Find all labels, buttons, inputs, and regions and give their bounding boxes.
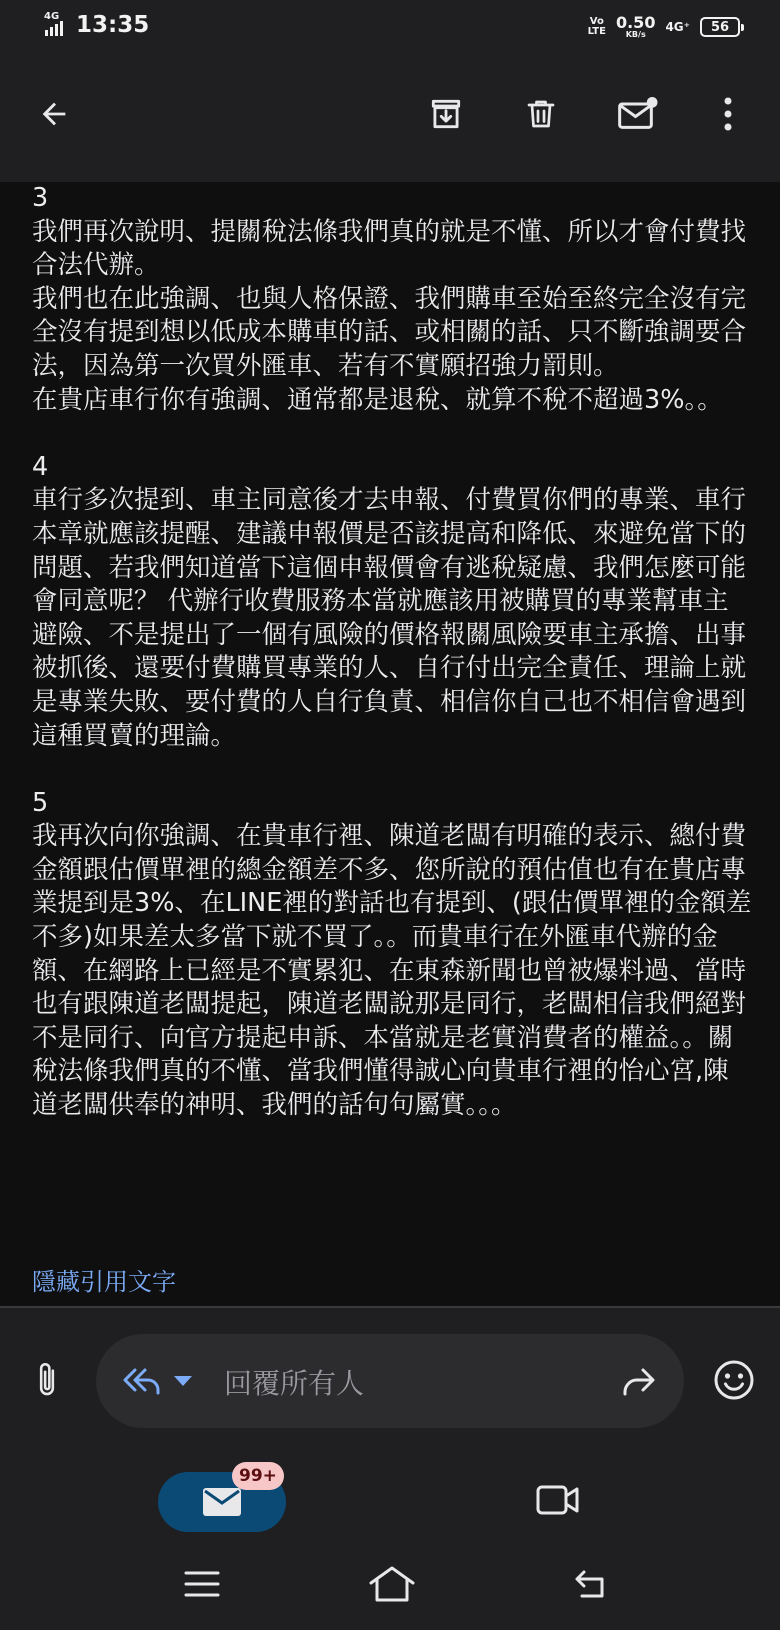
- archive-button[interactable]: [420, 88, 472, 140]
- back-arrow-icon: [37, 97, 71, 131]
- paragraph-number: 4: [32, 451, 49, 482]
- paragraph-number: 5: [32, 787, 49, 818]
- reply-all-field[interactable]: [96, 1334, 684, 1428]
- paragraph-number: 3: [32, 183, 49, 213]
- hide-quoted-text-link[interactable]: 隱藏引用文字: [32, 1268, 176, 1296]
- meet-tab[interactable]: [530, 1474, 586, 1526]
- video-camera-icon: [535, 1483, 581, 1517]
- reply-mode-dropdown[interactable]: [172, 1370, 194, 1392]
- recents-button[interactable]: [180, 1562, 224, 1606]
- archive-icon: [427, 95, 465, 133]
- home-icon: [368, 1565, 416, 1603]
- delete-button[interactable]: [515, 88, 567, 140]
- emoji-smile-icon: [713, 1359, 755, 1401]
- network-type-left: 4G: [44, 11, 60, 22]
- quoted-text: [32, 182, 752, 1123]
- caret-down-icon: [174, 1376, 192, 1386]
- paragraph-line: 在貴店車行你有強調、通常都是退稅、就算不稅不超過3%。。: [32, 384, 723, 415]
- reply-all-icon: [121, 1366, 163, 1396]
- unread-badge: 99+: [232, 1462, 284, 1490]
- mail-icon: [202, 1487, 242, 1517]
- emoji-button[interactable]: [708, 1354, 760, 1406]
- paragraph-line: 我們也在此強調、也與人格保證、我們購車至始至終完全沒有完全沒有提到想以低成本購車的話、或相關的話、只不斷強調要合法，因為第一次買外匯車、若有不實願招強力罰則。: [32, 283, 747, 381]
- forward-icon: [619, 1366, 659, 1396]
- paragraph-line: 我再次向你強調、在貴車行裡、陳道老闆有明確的表示、總付費金額跟估價單裡的總金額差不多、您所說的預估值也有在貴店專業提到是3%、在LINE裡的對話也有提到、(跟估價單裡的金額差不多)如果差太多當下就不買了。。而貴車行在外匯車代辦的金額、在網路上已經是不實累犯、在東森新聞也曾被爆料過、當時也有跟陳道老闆提起，陳道老闆說那是同行，老闆相信我們絕對不是同行、向官方提起申訴、本當就是老實消費者的權益。。關稅法條我們真的不懂、當我們懂得誠心向貴車行裡的怡心宮,陳道老闆供奉的神明、我們的話句句屬實。。。: [32, 821, 752, 1121]
- paperclip-icon: [33, 1360, 61, 1400]
- battery-icon: [700, 17, 740, 37]
- forward-button[interactable]: [616, 1360, 662, 1402]
- clock: 13:35: [76, 12, 150, 38]
- status-bar: [0, 0, 780, 56]
- paragraph-line: 我們再次說明、提關稅法條我們真的就是不懂、所以才會付費找合法代辦。: [32, 216, 747, 281]
- reply-all-button[interactable]: [120, 1362, 164, 1400]
- more-vertical-icon: [723, 96, 733, 132]
- attach-button[interactable]: [22, 1352, 72, 1408]
- system-navigation: [0, 1540, 780, 1630]
- mark-unread-button[interactable]: [610, 88, 666, 140]
- back-icon: [574, 1569, 610, 1599]
- battery-level: 56: [710, 19, 730, 35]
- more-options-button[interactable]: [706, 88, 750, 140]
- bottom-navigation: [0, 1450, 780, 1540]
- network-speed: 0.50 KB/s: [615, 12, 656, 39]
- home-button[interactable]: [364, 1560, 420, 1608]
- recents-icon: [184, 1570, 220, 1598]
- reply-placeholder[interactable]: 回覆所有人: [224, 1367, 365, 1400]
- system-back-button[interactable]: [570, 1562, 614, 1606]
- signal-icon: [44, 11, 68, 38]
- mail-unread-icon: [616, 94, 660, 134]
- volte-indicator: Vo LTE: [587, 16, 606, 37]
- network-type-right: 4G⁺: [665, 20, 690, 34]
- reply-bar: [0, 1306, 780, 1450]
- toolbar: [0, 56, 780, 182]
- paragraph-line: 車行多次提到、車主同意後才去申報、付費買你們的專業、車行本章就應該提醒、建議申報價是否該提高和降低、來避免當下的問題、若我們知道當下這個申報價會有逃稅疑慮、我們怎麼可能會同意呢？ 代辦行收費服務本當就應該用被購買的專業幫車主避險、不是提出了一個有風險的價格報關風險要車主承擔、出事被抓後、還要付費購買專業的人、自行付出完全責任、理論上就是專業失敗、要付費的人自行負責、相信你自己也不相信會遇到這種買賣的理論。: [32, 485, 747, 751]
- trash-icon: [523, 96, 559, 132]
- message-body: [0, 182, 780, 1306]
- back-button[interactable]: [28, 88, 80, 140]
